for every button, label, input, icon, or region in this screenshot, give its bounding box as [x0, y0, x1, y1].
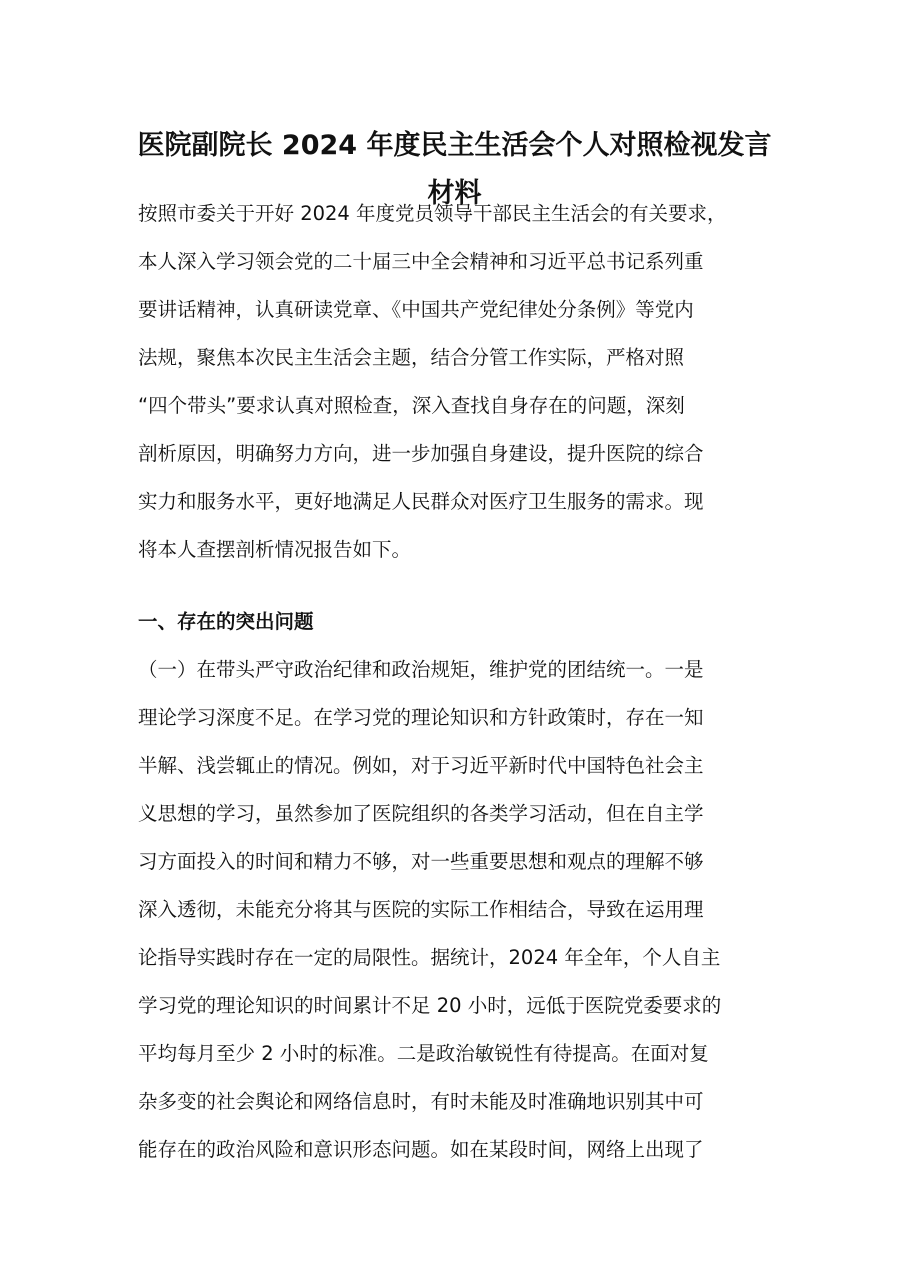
paragraph-line: 义思想的学习，虽然参加了医院组织的各类学习活动，但在自主学 [138, 802, 704, 825]
paragraph-line: 本人深入学习领会党的二十届三中全会精神和习近平总书记系列重 [138, 250, 704, 273]
paragraph-line: 实力和服务水平，更好地满足人民群众对医疗卫生服务的需求。现 [138, 490, 704, 513]
paragraph-line: （一）在带头严守政治纪律和政治规矩，维护党的团结统一。一是 [138, 658, 704, 681]
paragraph-line: 论指导实践时存在一定的局限性。据统计，2024 年全年，个人自主 [138, 946, 721, 969]
paragraph-line: 杂多变的社会舆论和网络信息时，有时未能及时准确地识别其中可 [138, 1090, 704, 1113]
paragraph-line: 要讲话精神，认真研读党章、《中国共产党纪律处分条例》等党内 [138, 298, 694, 321]
paragraph-line: 习方面投入的时间和精力不够，对一些重要思想和观点的理解不够 [138, 850, 704, 873]
paragraph-line: 深入透彻，未能充分将其与医院的实际工作相结合，导致在运用理 [138, 898, 704, 921]
paragraph-line: 剖析原因，明确努力方向，进一步加强自身建设，提升医院的综合 [138, 442, 704, 465]
section-1 [138, 598, 778, 1174]
paragraph-line: 半解、浅尝辄止的情况。例如，对于习近平新时代中国特色社会主 [138, 754, 704, 777]
paragraph-line: 学习党的理论知识的时间累计不足 20 小时，远低于医院党委要求的 [138, 994, 722, 1017]
paragraph-line: 按照市委关于开好 2024 年度党员领导干部民主生活会的有关要求， [138, 202, 727, 225]
paragraph-line: 将本人查摆剖析情况报告如下。 [138, 538, 412, 561]
paragraph-line: 法规，聚焦本次民主生活会主题，结合分管工作实际，严格对照 [138, 346, 685, 369]
paragraph-line: “四个带头”要求认真对照检查，深入查找自身存在的问题，深刻 [138, 394, 685, 417]
paragraph-line: 平均每月至少 2 小时的标准。二是政治敏锐性有待提高。在面对复 [138, 1042, 709, 1065]
title-line-1: 医院副院长 2024 年度民主生活会个人对照检视发言 [137, 130, 772, 161]
paragraph-line: 能存在的政治风险和意识形态问题。如在某段时间，网络上出现了 [138, 1138, 704, 1161]
section-heading: 一、存在的突出问题 [138, 610, 314, 633]
title-line-2: 材料 [427, 178, 482, 209]
intro-paragraph [138, 190, 778, 574]
paragraph-line: 理论学习深度不足。在学习党的理论知识和方针政策时，存在一知 [138, 706, 704, 729]
